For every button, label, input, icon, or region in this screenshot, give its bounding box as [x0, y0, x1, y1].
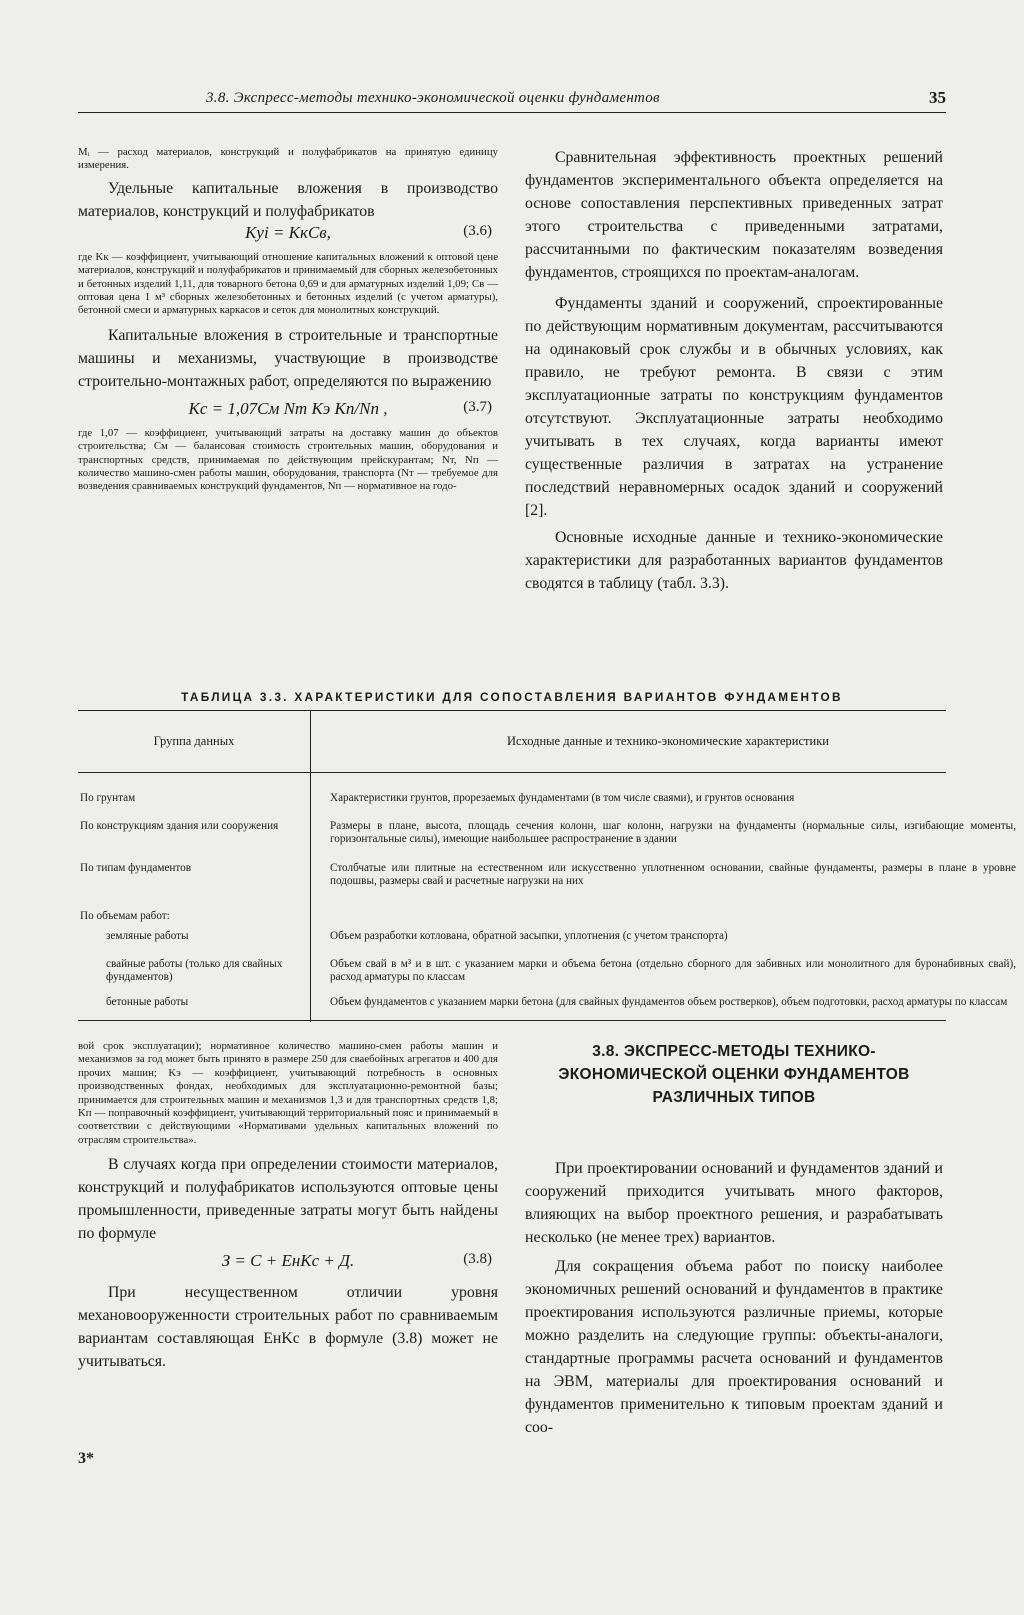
left-column-top [78, 146, 498, 494]
formula-3-7 [78, 399, 498, 427]
formula-3-6-expression: Kуi = KкCв, [245, 222, 331, 242]
table-row-6-desc: Объем свай в м³ и в шт. с указанием марки и объема бетона (отдельно сборного для забивных или монолитного для буронабивных свай), расход арматуры по классам [330, 958, 1016, 983]
table-row-3-desc: Столбчатые или плитные на естественном или искусственно уплотненном основании, свайные фундаменты, размеры в плане в уровне подошвы, размеры свай и расчетные нагрузки на них [330, 862, 1016, 887]
table-row-5-group: земляные работы [106, 930, 189, 942]
characteristics-table [78, 710, 1016, 1022]
formula-3-8-number: (3.8) [463, 1251, 492, 1268]
table-header-description: Исходные данные и технико-экономические характеристики [507, 734, 829, 748]
paragraph-table-reference: Основные исходные данные и технико-экономические характеристики для разработанных вариантов фундаментов сводятся в таблицу (табл. 3.3). [525, 529, 943, 592]
right-column-bottom [525, 1040, 943, 1439]
page-number: 35 [929, 88, 946, 107]
left-column-bottom [78, 1040, 498, 1373]
paragraph-comparative-efficiency: Сравнительная эффективность проектных решений фундаментов экспериментального объекта определяется на основе сопоставления перспективных приведенных затрат этого строительства с приведенными затратами, рассчитанными по фактическим показателям возведения фундаментов, строящихся по проектам-аналогам. [525, 149, 943, 281]
formula-3-6-number: (3.6) [463, 222, 492, 239]
definition-kk: где Kк — коэффициент, учитывающий отношение капитальных вложений к оптовой цене материалов, конструкций и полуфабрикатов и принимаемый для сборных железобетонных и бетонных изделий 1,11, для товарного бетона 0,69 и для арматурных изделий 1,09; Cв — оптовая цена 1 м³ сборных железобетонных и бетонных изделий (с учетом арматуры), бетонной смеси и арматурных каркасов и сеток для монолитных конструкций. [78, 250, 498, 317]
definition-kc: где 1,07 — коэффициент, учитывающий затраты на доставку машин до объектов строительства; Cм — балансовая стоимость строительных машин, оборудования и транспортных средств, принимаемая по действующим прейскурантам; Nт, Nп — количество машино-смен работы машин, оборудования, транспорта (Nт — требуемое для возведения сравниваемых конструкций фундаментов, Nп — нормативное на годо- [78, 426, 498, 493]
formula-3-7-expression: Kс = 1,07Cм Nт Kэ Kп/Nп , [188, 398, 388, 418]
definition-mi: Mᵢ — расход материалов, конструкций и полуфабрикатов на принятую единицу измерения. [78, 146, 498, 172]
table-row-3-group: По типам фундаментов [80, 862, 192, 874]
table-top-rule [78, 710, 946, 711]
table-header-rule [78, 772, 946, 773]
definition-ke-kp: вой срок эксплуатации); нормативное количество машино-смен работы машин и механизмов за год может быть принято в размере 250 для сваебойных агрегатов и 400 для прочих машин; Kэ — коэффициент, учитывающий потребность в основных производственных фондах, необходимых для эксплуатационно-ремонтной базы; принимается для строительных машин и механизмов 1,3 и для транспортных средств 1,8; Kп — поправочный коэффициент, учитывающий территориальный пояс и принимаемый в соответствии с действующими «Нормативами удельных капитальных вложений по отраслям строительства». [78, 1040, 498, 1146]
table-row-2-group: По конструкциям здания или сооружения [80, 820, 279, 832]
paragraph-search-methods: Для сокращения объема работ по поиску наиболее экономичных решений оснований и фундаментов в практике проектирования используются различные приемы, которые можно разделить на следующие группы: объекты-аналоги, стандартные программы расчета оснований и фундаментов на ЭВМ, материалы для проектирования оснований и фундаментов применительно к типовым проектам зданий и соо- [525, 1258, 943, 1436]
table-row-4-group: По объемам работ: [80, 910, 170, 922]
paragraph-wholesale-prices: В случаях когда при определении стоимости материалов, конструкций и полуфабрикатов используются оптовые цены промышленности, приведенные затраты могут быть найдены по формуле [78, 1156, 498, 1243]
table-row-7-desc: Объем фундаментов с указанием марки бетона (для свайных фундаментов объем ростверков), объем подготовки, расход арматуры по классам [330, 996, 1008, 1008]
paragraph-specific-investment: Удельные капитальные вложения в производство материалов, конструкций и полуфабрикатов [78, 179, 498, 220]
paragraph-mechanization: При несущественном отличии уровня механовооруженности строительных работ по сравниваемым вариантам составляющая EнKс в формуле (3.8) может не учитываться. [78, 1284, 498, 1371]
signature-mark: 3* [78, 1450, 94, 1467]
running-title: 3.8. Экспресс-методы технико-экономической оценки фундаментов [206, 90, 660, 106]
paragraph-design-factors: При проектировании оснований и фундаментов зданий и сооружений приходится учитывать много факторов, влияющих на выбор проектного решения, и разрабатывать несколько (не менее трех) вариантов. [525, 1160, 943, 1246]
table-title: ТАБЛИЦА 3.3. ХАРАКТЕРИСТИКИ ДЛЯ СОПОСТАВЛЕНИЯ ВАРИАНТОВ ФУНДАМЕНТОВ [181, 690, 843, 704]
paragraph-operating-costs: Фундаменты зданий и сооружений, спроектированные по действующим нормативным документам, рассчитываются на одинаковый срок службы и в обычных условиях, как правило, не требуют ремонта. В связи с этим эксплуатационные затраты по конструкциям фундаментов отсутствуют. Эксплуатационные затраты необходимо учитывать в тех случаях, когда варианты имеют существенные различия в затратах на устранение последствий неравномерных осадок зданий и сооружений [2]. [525, 295, 943, 519]
formula-3-8-expression: З = C + EнKс + Д. [221, 1251, 355, 1271]
table-row-6-group: свайные работы (только для свайных фундаментов) [106, 958, 283, 983]
paragraph-machine-investment: Капитальные вложения в строительные и транспортные машины и механизмы, участвующие в производстве строительно-монтажных работ, определяются по выражению [78, 326, 498, 390]
formula-3-8 [78, 1251, 498, 1279]
table-row-1-group: По грунтам [80, 792, 136, 804]
section-heading: 3.8. ЭКСПРЕСС-МЕТОДЫ ТЕХНИКО-ЭКОНОМИЧЕСКОЙ ОЦЕНКИ ФУНДАМЕНТОВ РАЗЛИЧНЫХ ТИПОВ [558, 1043, 910, 1106]
formula-3-7-number: (3.7) [463, 398, 492, 415]
running-header [78, 90, 946, 113]
table-column-divider [310, 710, 311, 1022]
right-column-top [525, 146, 943, 595]
table-row-7-group: бетонные работы [106, 996, 189, 1008]
table-bottom-rule [78, 1020, 946, 1021]
table-row-1-desc: Характеристики грунтов, прорезаемых фундаментами (в том числе сваями), и грунтов основания [330, 792, 795, 804]
table-row-2-desc: Размеры в плане, высота, площадь сечения колонн, шаг колонн, нагрузки на фундаменты (нормальные силы, изгибающие моменты, горизонтальные силы), имеющие наибольшее распространение в здании [330, 820, 1016, 845]
formula-3-6 [78, 223, 498, 251]
table-row-5-desc: Объем разработки котлована, обратной засыпки, уплотнения (с учетом транспорта) [330, 930, 728, 942]
table-header-group: Группа данных [153, 734, 235, 748]
